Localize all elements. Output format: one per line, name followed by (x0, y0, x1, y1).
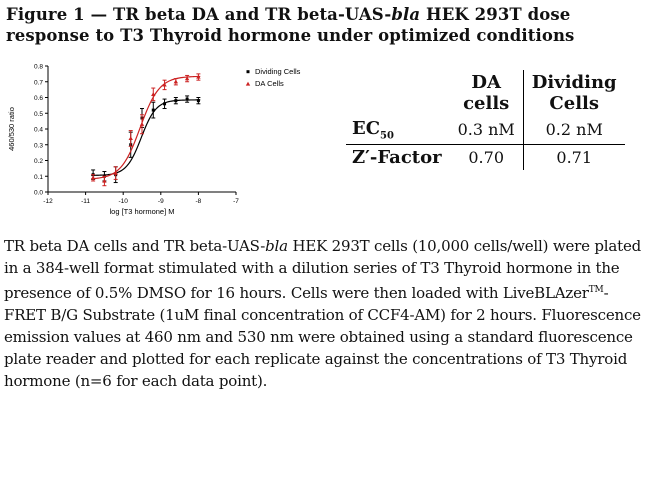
table-rowhead-zfactor: Z′-Factor (352, 146, 442, 168)
y-tick-label: 0.2 (33, 158, 43, 165)
ec50-subscript: 50 (380, 130, 394, 142)
x-tick-label: -12 (43, 198, 53, 205)
x-axis-label: log [T3 hormone] M (109, 207, 175, 216)
legend-label: Dividing Cells (255, 67, 301, 76)
legend-marker-da (246, 82, 250, 86)
x-tick-label: -7 (233, 198, 239, 205)
table-rowhead-ec50 (346, 116, 450, 144)
data-point (91, 176, 95, 180)
x-tick-label: -8 (195, 198, 202, 205)
fit-curve-dividing (91, 100, 200, 175)
data-point (140, 122, 144, 126)
caption-italic: bla (265, 237, 288, 255)
table-header-da-line2: cells (463, 93, 510, 114)
figure-title-part2: HEK 293T dose response to T3 Thyroid hormone under optimized conditions (6, 5, 575, 45)
data-point (186, 98, 189, 101)
table-header-dividing-line1: Dividing (531, 72, 617, 93)
table-header-dividing (523, 70, 624, 116)
legend-label: DA Cells (255, 79, 284, 88)
table-row-zfactor (346, 144, 625, 170)
caption-part1: TR beta DA cells and TR beta-UAS- (4, 237, 266, 255)
data-point (129, 136, 133, 140)
data-point (174, 99, 177, 102)
y-tick-label: 0.3 (33, 142, 43, 150)
caption-part3: -FRET B/G Substrate (1uM final concentration of CCF4-AM) for 2 hours. Fluorescence emission values at 460 nm and 530 nm were obtained using a standard fluorescence plate reader and plotted for each replicate against the concentrations of T3 Thyroid hormone (n=6 for each data point). (4, 284, 641, 390)
figure-title-italic: bla (391, 5, 421, 24)
table-cell-ec50-da: 0.3 nM (450, 116, 524, 144)
caption-trademark: TM (588, 285, 604, 295)
x-tick-label: -11 (81, 198, 91, 205)
table-header-da-line1: DA (471, 72, 501, 93)
caption-part2: HEK 293T cells (10,000 cells/well) were plated in a 384-well format stimulated with a dilution series of T3 Thyroid hormone in the presence of 0.5% DMSO for 16 hours. Cells were then loaded with LiveBLAzer (4, 237, 642, 302)
table-cell-zfactor-da: 0.70 (468, 147, 504, 167)
table-header-da (450, 70, 524, 116)
y-tick-label: 0.4 (33, 126, 43, 134)
table-cell-zfactor-dividing: 0.71 (523, 144, 624, 170)
y-tick-label: 0.1 (33, 173, 43, 181)
x-tick-label: -9 (157, 198, 164, 205)
table-row-ec50 (346, 116, 625, 144)
x-tick-label: -10 (118, 198, 128, 205)
y-tick-label: 0.0 (33, 189, 43, 197)
figure-caption (4, 235, 644, 392)
y-axis-label: 460/530 ratio (7, 107, 16, 151)
y-tick-label: 0.6 (33, 95, 43, 102)
data-point (197, 99, 200, 102)
data-point (163, 102, 166, 105)
y-tick-label: 0.7 (33, 79, 43, 87)
dose-response-chart (0, 58, 330, 218)
ec50-label: EC (352, 118, 381, 139)
figure-title-part1: Figure 1 — TR beta DA and TR beta-UAS- (6, 5, 392, 24)
data-point (152, 109, 155, 112)
y-tick-label: 0.5 (33, 110, 43, 118)
y-tick-label: 0.8 (33, 63, 43, 71)
legend-marker-dividing (247, 70, 250, 73)
figure-title (6, 4, 646, 46)
table-cell-ec50-dividing: 0.2 nM (523, 116, 624, 144)
ec50-table (346, 70, 625, 170)
table-corner (346, 70, 450, 116)
table-header-dividing-line2: Cells (549, 93, 600, 114)
data-point (174, 80, 178, 84)
